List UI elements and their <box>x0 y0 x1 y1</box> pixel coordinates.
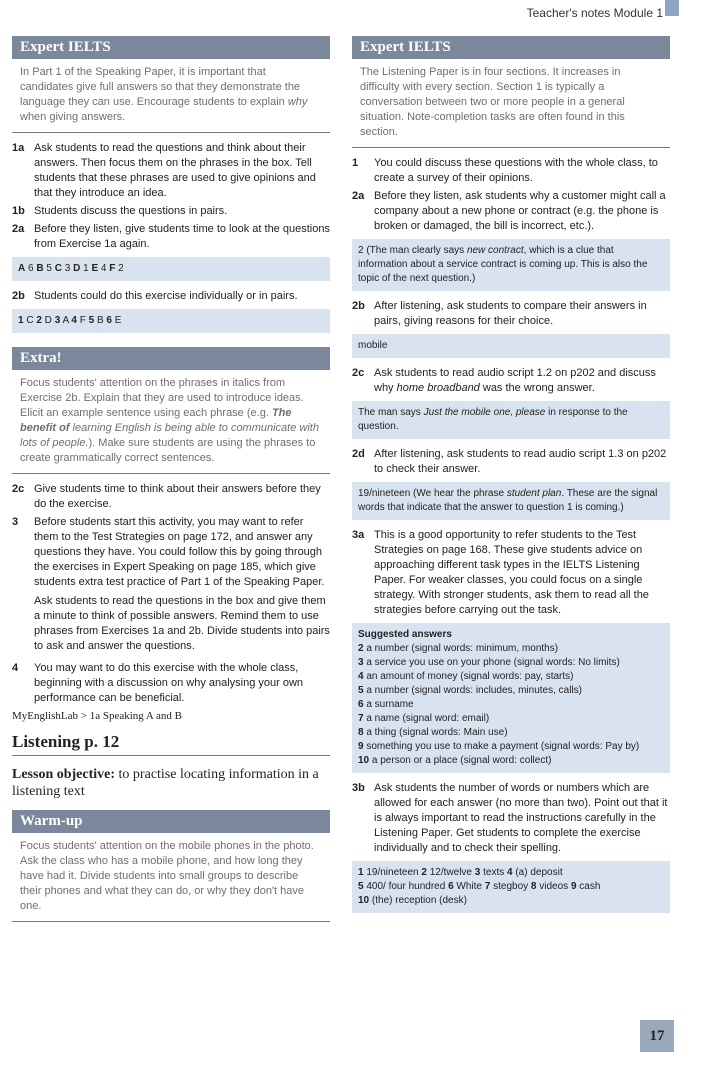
instruction-r2b: 2b After listening, ask students to compare their answers in pairs, giving reasons for their choice. <box>352 300 647 327</box>
expert-ielts-body: In Part 1 of the Speaking Paper, it is important that candidates give full answers so that they demonstrate the language they can use. Encourage students to explain why when giving answers. <box>12 59 330 133</box>
answer-key-r2d: 19/nineteen (We hear the phrase student plan. These are the signal words that indicate that the answer to question 1 is coming.) <box>352 482 670 520</box>
list-item: 6 a surname <box>358 699 414 710</box>
instruction-4: 4 You may want to do this exercise with the whole class, beginning with a discussion on why analysing your own performance can be beneficial. <box>12 662 304 704</box>
answer-key-r2a: 2 (The man clearly says new contract, which is a clue that information about a service contract is coming up. This is also the topic of the next question.) <box>352 239 670 291</box>
answer-line: 10 (the) reception (desk) <box>358 895 467 906</box>
instruction-2c: 2c Give students time to think about their answers before they do the exercise. <box>12 483 321 510</box>
answer-line: 1 19/nineteen 2 12/twelve 3 texts 4 (a) deposit <box>358 867 563 878</box>
lesson-objective: Lesson objective: to practise locating information in a listening text <box>12 767 319 799</box>
answer-key-2a: A 6 B 5 C 3 D 1 E 4 F 2 <box>12 257 330 281</box>
instruction-1b: 1b Students discuss the questions in pairs. <box>12 205 228 217</box>
answer-key-r2b: mobile <box>352 334 670 358</box>
list-item: 10 a person or a place (signal word: collect) <box>358 755 552 766</box>
expert-ielts-title: Expert IELTS <box>12 36 330 59</box>
page-number: 17 <box>640 1020 674 1052</box>
listening-section-title: Listening p. 12 <box>12 732 330 756</box>
list-item: 9 something you use to make a payment (signal words: Pay by) <box>358 741 640 752</box>
list-item: 8 a thing (signal words: Main use) <box>358 727 508 738</box>
instruction-3: 3 Before students start this activity, you may want to refer them to the Test Strategies on page 172, and answer any questions they have. You could follow this by going through the exercises in Expert Speaking on page 185, which give students extra test practice of Part 1 of the Speaking Paper. Ask students to read the questions in the box and give them a minute to think of possible answers. Remind them to use phrases from Exercises 1a and 2b. Divide students into pairs to ask and answer the questions. <box>12 516 330 652</box>
instruction-r2c: 2c Ask students to read audio script 1.2 on p202 and discuss why home broadband was the wrong answer. <box>352 367 656 394</box>
list-item: 2 a number (signal words: minimum, months) <box>358 643 559 654</box>
instruction-2b: 2b Students could do this exercise individually or in pairs. <box>12 290 298 302</box>
expert-ielts-listening-body: The Listening Paper is in four sections. It increases in difficulty with every section. Section 1 is typically a conversation between two or more people in a general situation. Note-completion tasks are often found in this section. <box>352 59 670 148</box>
answer-key-r3b <box>352 861 670 913</box>
instruction-1a: 1a Ask students to read the questions and think about their answers. Then focus them on the phrases in the box. Tell students that these phrases are used to give opinions and that they introduce an idea. <box>12 142 316 199</box>
instruction-r3a: 3a This is a good opportunity to refer students to the Test Strategies on page 168. These give students advice on approaching different task types in the IELTS Listening Paper. For weaker classes, you could focus on a single strategy. With stronger students, ask them to read all the strategies before carrying out the task. <box>352 529 649 616</box>
left-column <box>12 36 330 930</box>
list-item: 5 a number (signal words: includes, minutes, calls) <box>358 685 582 696</box>
instruction-r3b: 3b Ask students the number of words or numbers which are allowed for each answer (no more than two). Point out that it is always important to read the instructions carefully in the Listening Paper. Get students to complete the exercise individually and to check their spelling. <box>352 782 668 854</box>
extra-title: Extra! <box>12 347 330 370</box>
header-color-block <box>665 0 679 16</box>
myenglishlab-ref: MyEnglishLab > 1a Speaking A and B <box>12 710 182 722</box>
running-head: Teacher's notes Module 1 <box>526 6 663 20</box>
answer-key-2b: 1 C 2 D 3 A 4 F 5 B 6 E <box>12 309 330 333</box>
suggested-answers-title: Suggested answers <box>358 629 452 640</box>
warmup-body: Focus students' attention on the mobile phones in the photo. Ask the class who has a mobile phone, and how long they have had it. Divide students into small groups to describe their phones and what they can do, or why they don't have one. <box>12 833 330 922</box>
extra-body: Focus students' attention on the phrases in italics from Exercise 2b. Explain that they are used to introduce ideas. Elicit an example sentence using each phrase (e.g. The benefit of learning English is being able to communicate with lots of people.). Make sure students are using the phrases to create grammatically correct sentences. <box>12 370 330 474</box>
answer-key-r2c: The man says Just the mobile one, please in response to the question. <box>352 401 670 439</box>
instruction-2a: 2a Before they listen, give students time to look at the questions from Exercise 1a again. <box>12 223 330 250</box>
instruction-r1: 1 You could discuss these questions with the whole class, to create a survey of their opinions. <box>352 157 658 184</box>
list-item: 7 a name (signal word: email) <box>358 713 490 724</box>
list-item: 4 an amount of money (signal words: pay, starts) <box>358 671 574 682</box>
suggested-answers <box>352 623 670 773</box>
right-column <box>352 36 670 921</box>
expert-ielts-listening-title: Expert IELTS <box>352 36 670 59</box>
instruction-r2a: 2a Before they listen, ask students why a customer might call a company about a new phone or contract (e.g. the phone is broken or damaged, the bill is incorrect, etc.). <box>352 190 666 232</box>
warmup-title: Warm-up <box>12 810 330 833</box>
instruction-r2d: 2d After listening, ask students to read audio script 1.3 on p202 to check their answer. <box>352 448 667 475</box>
answer-line: 5 400/ four hundred 6 White 7 stegboy 8 videos 9 cash <box>358 881 601 892</box>
list-item: 3 a service you use on your phone (signal words: No limits) <box>358 657 620 668</box>
